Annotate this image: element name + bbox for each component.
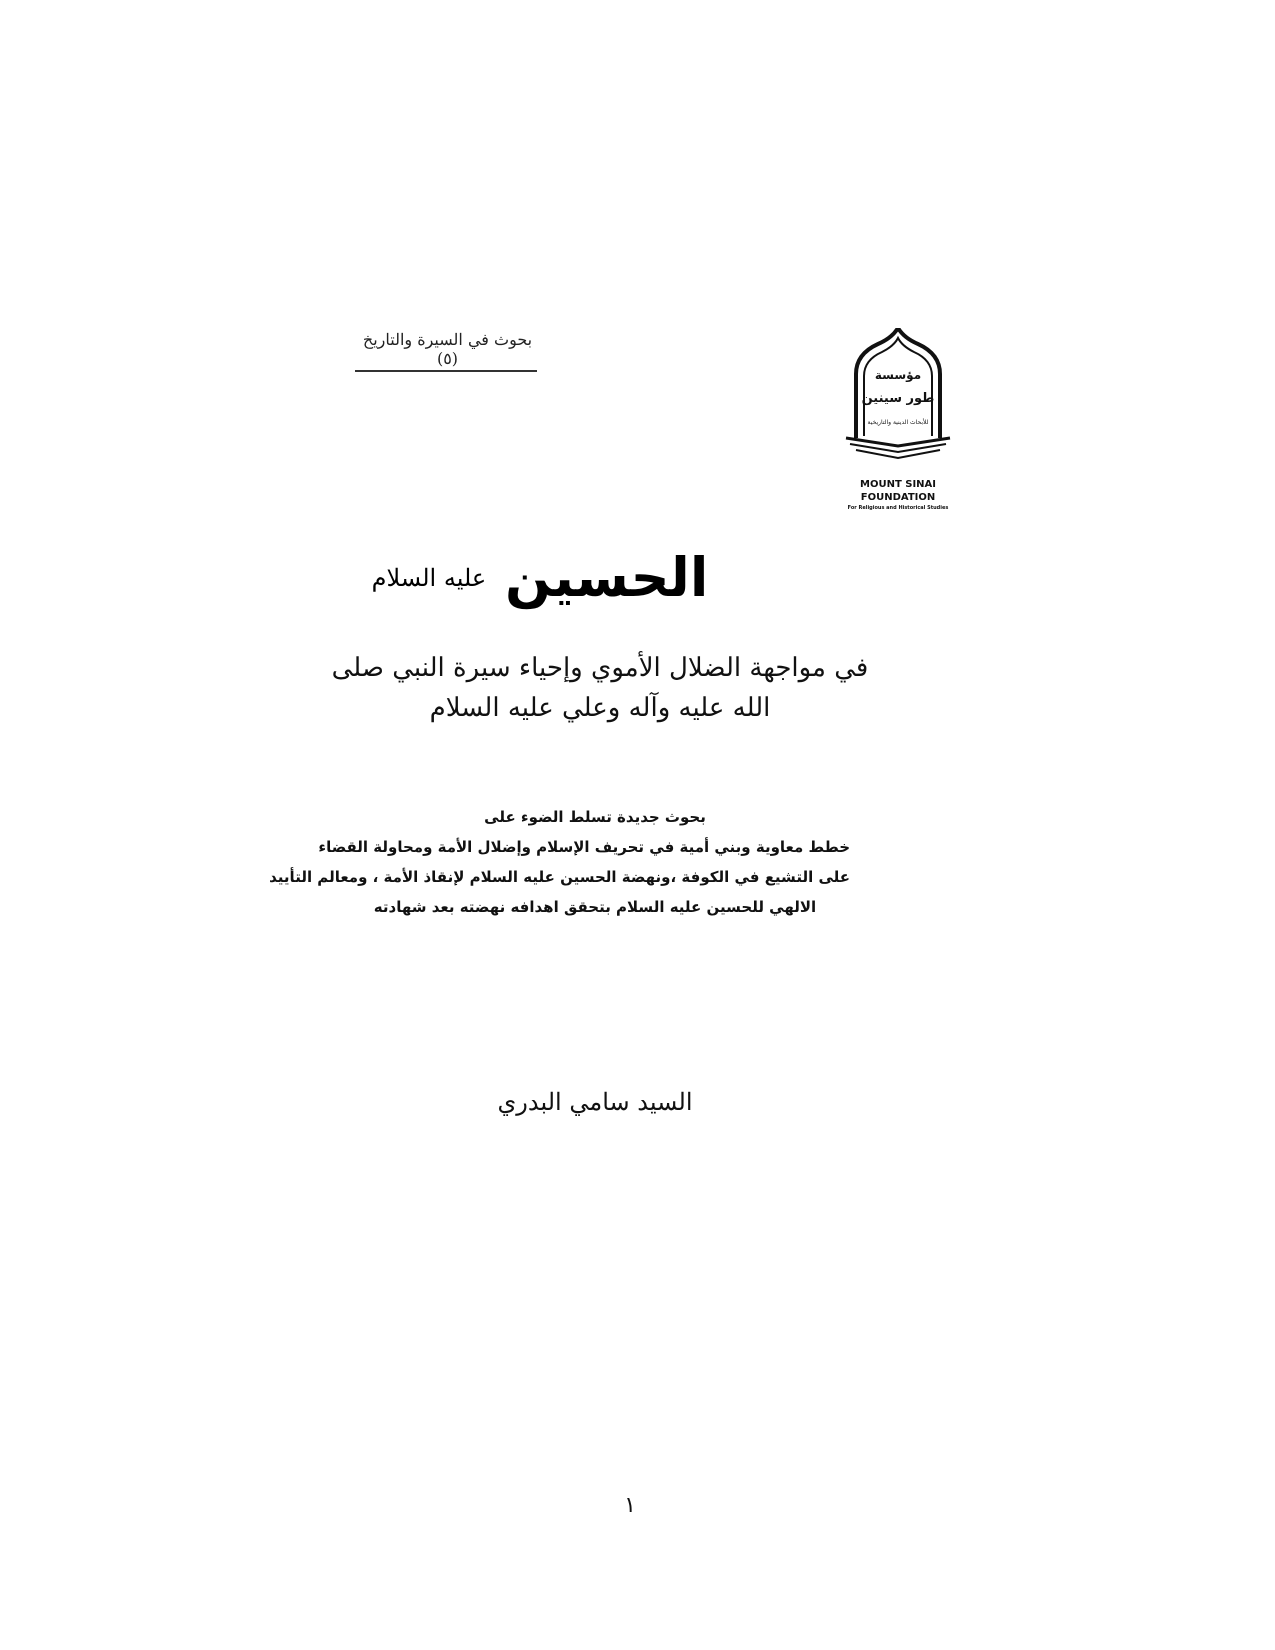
page-number: ١ — [624, 1493, 636, 1518]
book-title — [340, 546, 740, 610]
logo-english-text — [830, 478, 966, 512]
series-label: بحوث في السيرة والتاريخ (٥) — [362, 330, 533, 368]
logo-arabic-line1: مؤسسة — [874, 368, 922, 382]
description-line-3: على التشيع في الكوفة ،ونهضة الحسين عليه السلام لإنقاذ الأمة ، ومعالم التأييد — [269, 868, 850, 886]
logo-english-line3: For Religious and Historical Studies — [847, 505, 949, 511]
book-subtitle: في مواجهة الضلال الأموي وإحياء سيرة النبي صلى الله عليه وآله وعلي عليه السلام — [331, 653, 869, 723]
description-line-4: الالهي للحسين عليه السلام بتحقق اهدافه نهضته بعد شهادته — [373, 898, 817, 916]
logo-arabic-line2: طور سينين — [861, 391, 935, 406]
logo-english-line1: MOUNT SINAI — [860, 479, 936, 490]
description-line-2: خطط معاوية وبني أمية في تحريف الإسلام وإضلال الأمة ومحاولة القضاء — [318, 838, 850, 856]
author-name: السيد سامي البدري — [497, 1088, 693, 1116]
logo-english-line2: FOUNDATION — [860, 492, 936, 503]
title-main: الحسين — [505, 546, 709, 609]
title-honorific: عليه السلام — [371, 564, 487, 592]
description-line-1: بحوث جديدة تسلط الضوء على — [484, 808, 706, 826]
book-description — [269, 802, 850, 922]
series-underline — [355, 370, 537, 372]
logo-arabic-line3: للأبحاث الدينية والتاريخية — [867, 419, 929, 426]
